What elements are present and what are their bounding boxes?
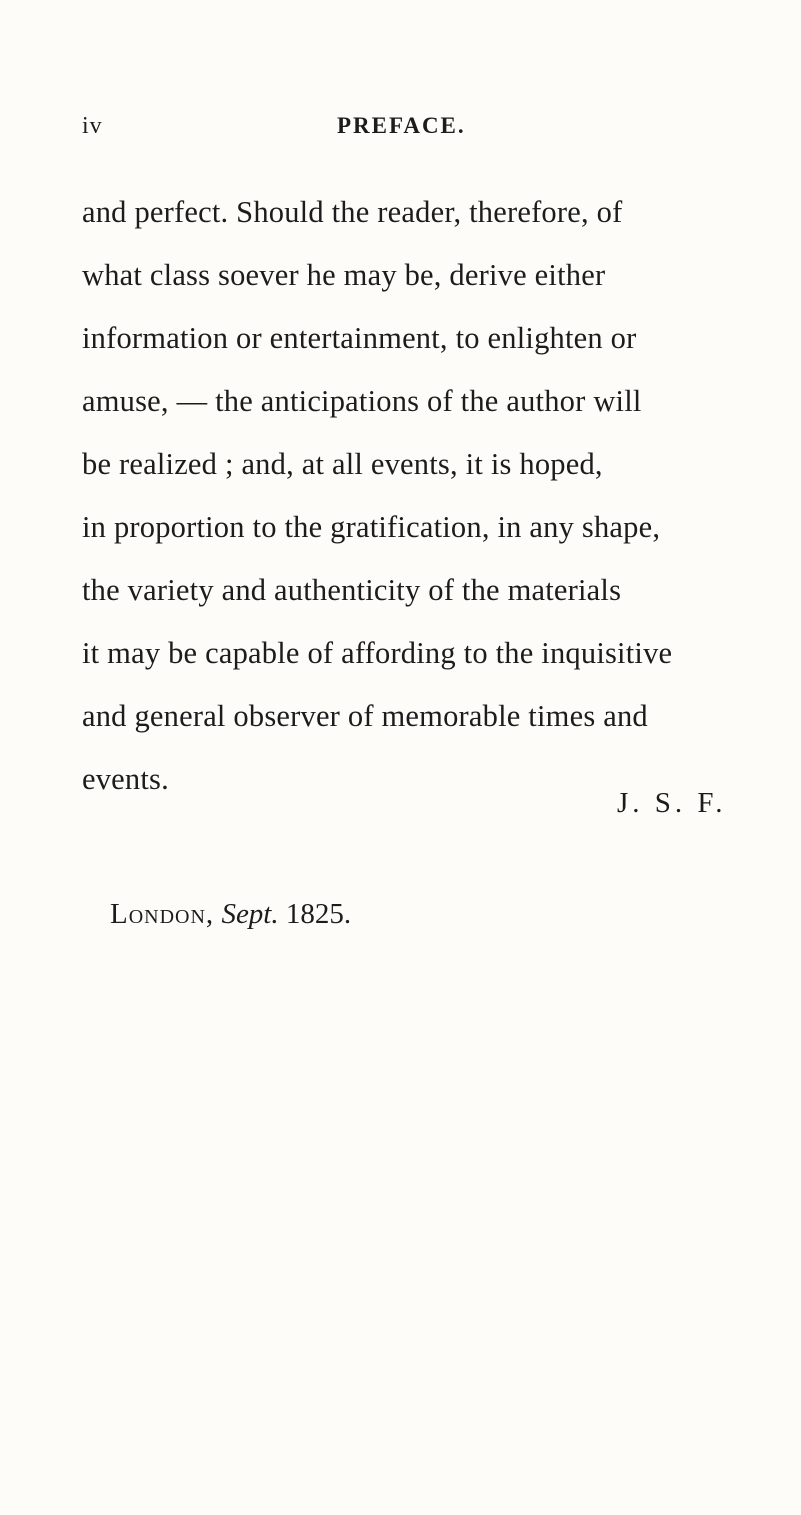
dateline xyxy=(110,898,351,931)
page-header xyxy=(82,113,732,143)
dateline-year: 1825. xyxy=(285,898,352,930)
text-line: be realized ; and, at all events, it is hoped, xyxy=(82,447,603,481)
text-line: it may be capable of affording to the inquisitive xyxy=(82,636,673,670)
text-line: the variety and authenticity of the materials xyxy=(82,573,622,607)
text-line: what class soever he may be, derive either xyxy=(82,258,606,292)
page-number: iv xyxy=(82,113,103,139)
dateline-place: London, xyxy=(110,898,215,930)
dateline-month: Sept. xyxy=(221,898,279,930)
running-head: PREFACE. xyxy=(337,113,466,138)
text-line: and perfect. Should the reader, therefore, of xyxy=(82,195,623,229)
text-line: events. xyxy=(82,762,169,796)
text-line: and general observer of memorable times and xyxy=(82,699,648,733)
text-line: information or entertainment, to enlighten or xyxy=(82,321,637,355)
text-line: amuse, — the anticipations of the author will xyxy=(82,384,642,418)
text-line: in proportion to the gratification, in any shape, xyxy=(82,510,661,544)
author-signature: J. S. F. xyxy=(617,787,727,819)
